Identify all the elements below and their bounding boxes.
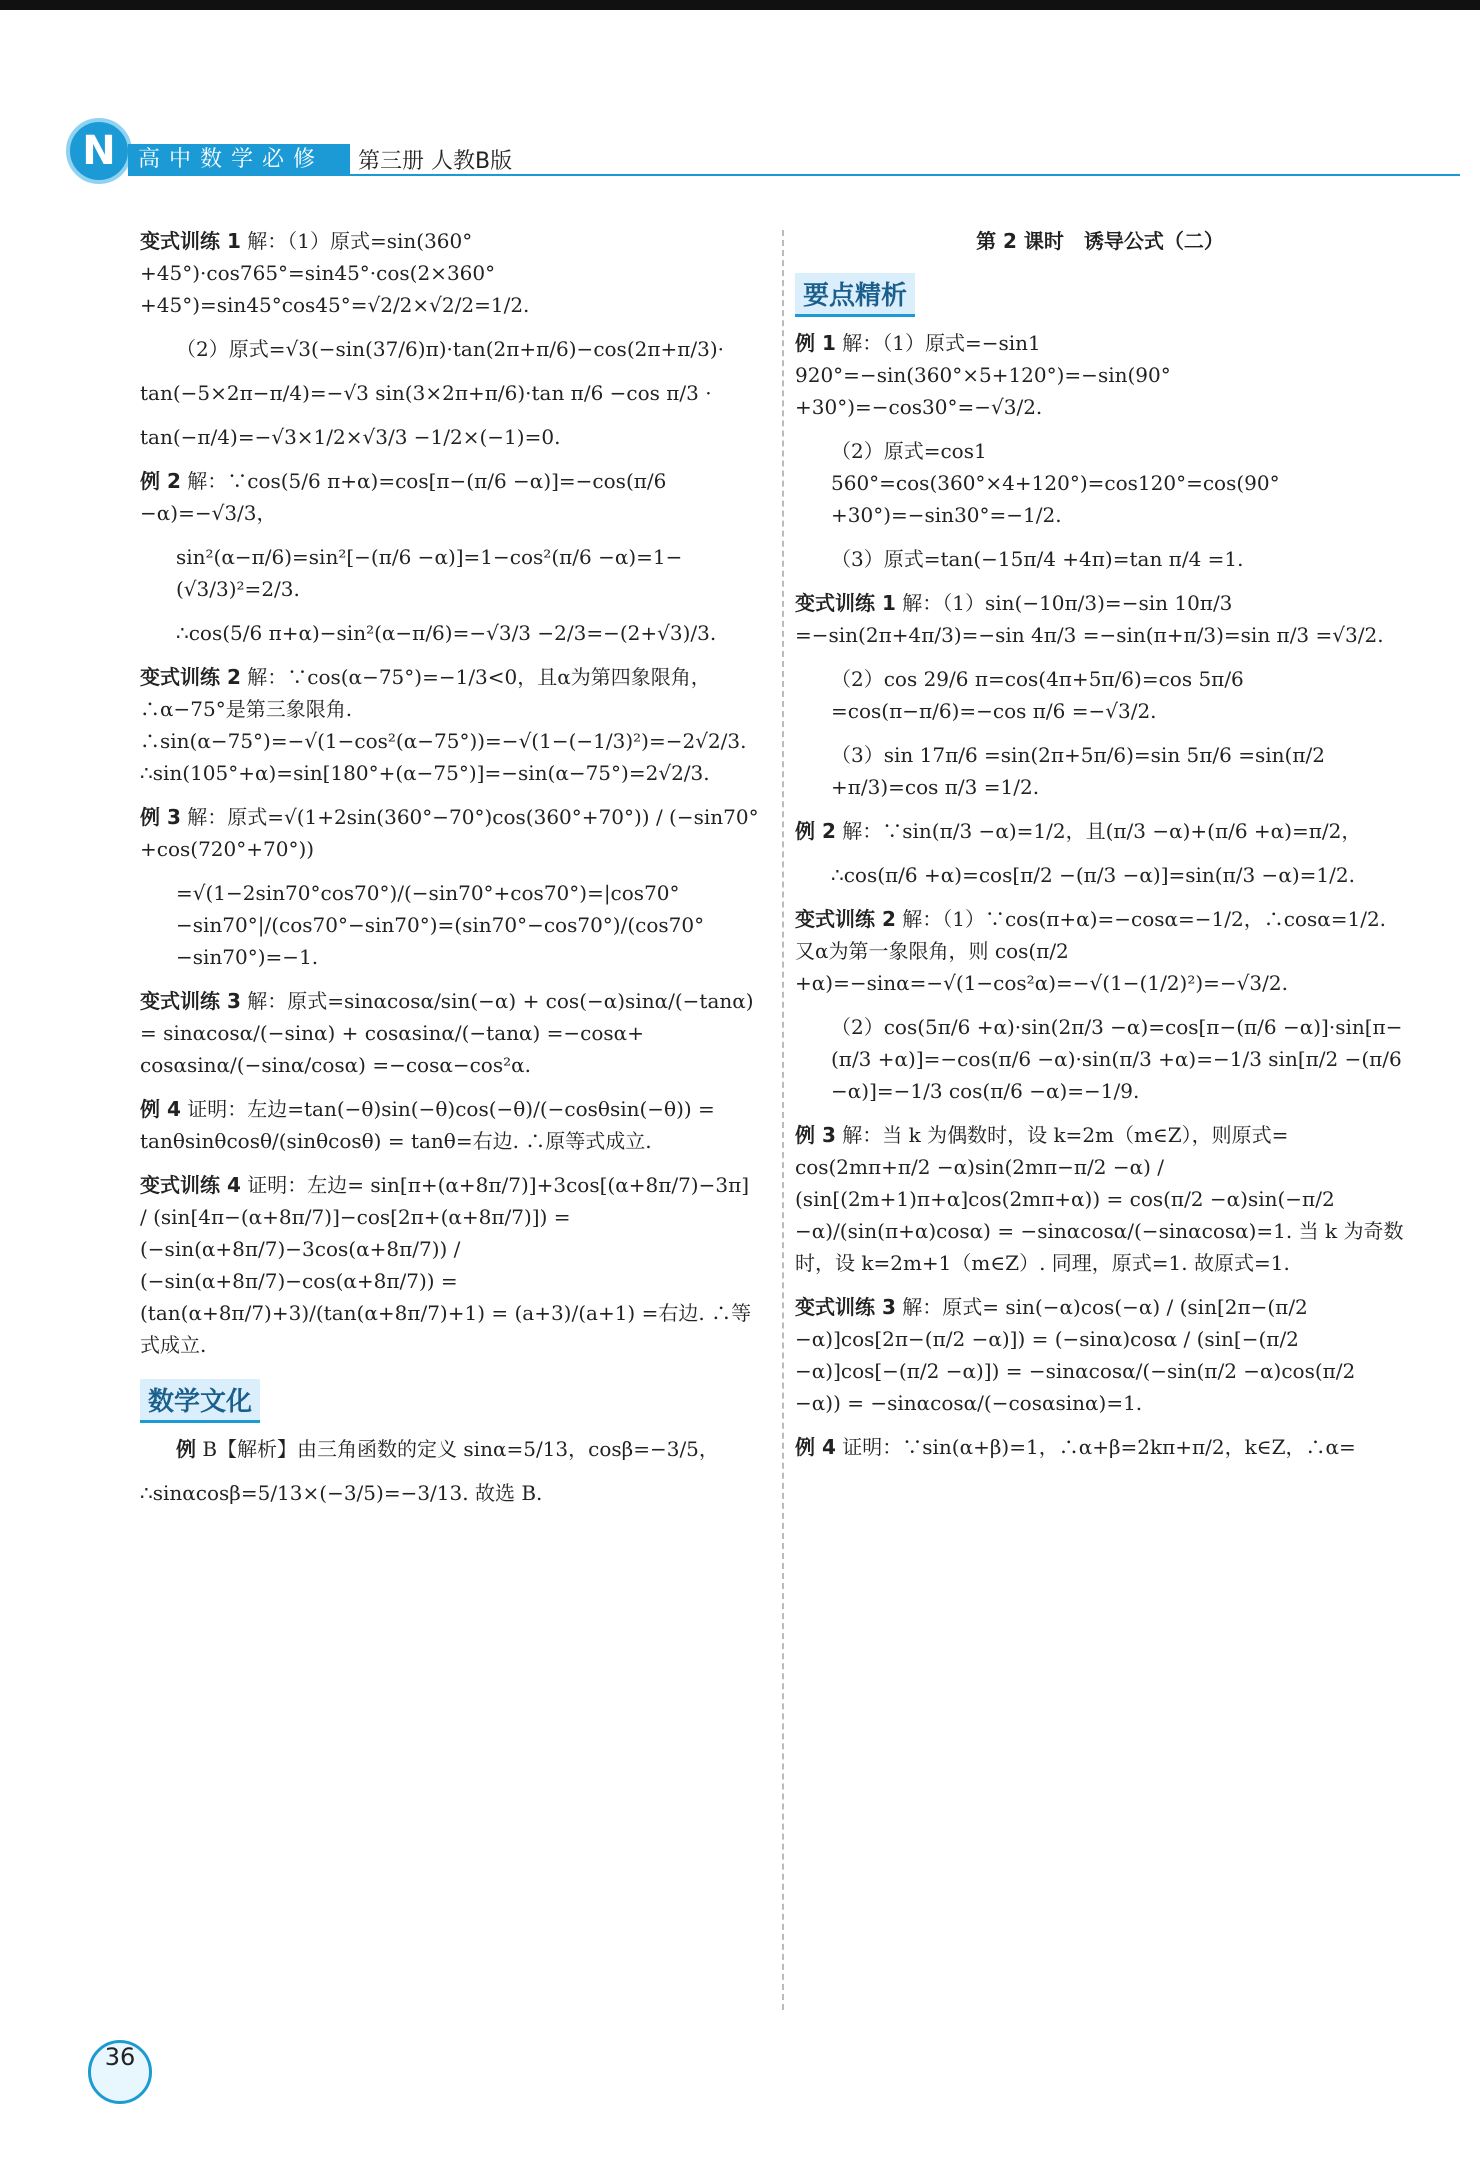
solution-text: 证明：左边= sin[π+(α+8π/7)]+3cos[(α+8π/7)−3π] / (sin[4π−(α+8π/7)]−cos[2π+(α+8π/7)]) = (−sin(α+8π/7)−3cos(α+8π/7)) / (−sin(α+8π/7)−cos(α+8π/7)) = (tan(α+8π/7)+3)/(tan(α+8π/7)+1) = (a+3)/(a+1) =右边. ∴等式成立. xyxy=(140,1173,752,1357)
solution-line xyxy=(795,859,1405,891)
solution-line xyxy=(795,587,1405,651)
solution-text: sin²(α−π/6)=sin²[−(π/6 −α)]=1−cos²(π/6 −α)=1−(√3/3)²=2/3. xyxy=(176,545,683,601)
solution-text: （2）cos 29/6 π=cos(4π+5π/6)=cos 5π/6 =cos(π−π/6)=−cos π/6 =−√3/2. xyxy=(831,667,1244,723)
solution-line xyxy=(140,1433,760,1465)
solution-text: 解：∵cos(α−75°)=−1/3<0，且α为第四象限角，∴α−75°是第三象限角. ∴sin(α−75°)=−√(1−cos²(α−75°))=−√(1−(−1/3)²)=−2√2/3. ∴sin(105°+α)=sin[180°+(α−75°)]=−sin(α−75°)=2√2/3. xyxy=(140,665,747,785)
solution-text: B【解析】由三角函数的定义 sinα=5/13，cosβ=−3/5， xyxy=(202,1437,719,1461)
solution-line xyxy=(795,1119,1405,1279)
solution-text: （3）原式=tan(−15π/4 +4π)=tan π/4 =1. xyxy=(831,547,1244,571)
solution-line xyxy=(795,1431,1405,1463)
exercise-label: 例 3 xyxy=(795,1123,836,1147)
solution-line xyxy=(140,377,760,409)
solution-text: 解：原式=√(1+2sin(360°−70°)cos(360°+70°)) / (−sin70°+cos(720°+70°)) xyxy=(140,805,759,861)
exercise-label: 变式训练 2 xyxy=(140,665,241,689)
solution-text: 解：∵cos(5/6 π+α)=cos[π−(π/6 −α)]=−cos(π/6 −α)=−√3/3， xyxy=(140,469,667,525)
solution-line xyxy=(795,435,1405,531)
solution-text: 证明：左边=tan(−θ)sin(−θ)cos(−θ)/(−cosθsin(−θ)) = tanθsinθcosθ/(sinθcosθ) = tanθ=右边. ∴原等式成立. xyxy=(140,1097,715,1153)
solution-text: tan(−5×2π−π/4)=−√3 sin(3×2π+π/6)·tan π/6 −cos π/3 · xyxy=(140,381,712,405)
exercise-label: 例 4 xyxy=(795,1435,836,1459)
exercise-label: 变式训练 1 xyxy=(140,229,241,253)
solution-line xyxy=(795,663,1405,727)
exercise-label: 例 4 xyxy=(140,1097,181,1121)
solution-line xyxy=(140,985,760,1081)
volume-title: 第三册 人教B版 xyxy=(358,149,513,174)
column-divider xyxy=(782,230,784,2010)
solution-line xyxy=(140,465,760,529)
solution-text: （3）sin 17π/6 =sin(2π+5π/6)=sin 5π/6 =sin(π/2 +π/3)=cos π/3 =1/2. xyxy=(831,743,1325,799)
solution-line xyxy=(140,1169,760,1361)
solution-text: 解：原式=sinαcosα/sin(−α) + cos(−α)sinα/(−tanα) = sinαcosα/(−sinα) + cosαsinα/(−tanα) =−cosα+ cosαsinα/(−sinα/cosα) =−cosα−cos²α. xyxy=(140,989,754,1077)
solution-line xyxy=(140,617,760,649)
solution-line xyxy=(795,327,1405,423)
solution-text: （2）cos(5π/6 +α)·sin(2π/3 −α)=cos[π−(π/6 −α)]·sin[π−(π/3 +α)]=−cos(π/6 −α)·sin(π/3 +α)=−1/3 sin[π/2 −(π/6 −α)]=−1/3 cos(π/6 −α)=−1/9. xyxy=(831,1015,1403,1103)
solution-text: 解：（1）sin(−10π/3)=−sin 10π/3 =−sin(2π+4π/3)=−sin 4π/3 =−sin(π+π/3)=sin π/3 =√3/2. xyxy=(795,591,1384,647)
solution-line xyxy=(140,1093,760,1157)
solution-line xyxy=(140,877,760,973)
solution-text: 解：原式= sin(−α)cos(−α) / (sin[2π−(π/2 −α)]cos[2π−(π/2 −α)]) = (−sinα)cosα / (sin[−(π/2 −α)]cos[−(π/2 −α)]) = −sinαcosα/(−sin(π/2 −α)cos(π/2 −α)) = −sinαcosα/(−cosαsinα)=1. xyxy=(795,1295,1356,1415)
solution-text: ∴cos(5/6 π+α)−sin²(α−π/6)=−√3/3 −2/3=−(2+√3)/3. xyxy=(176,621,717,645)
solution-text: ∴cos(π/6 +α)=cos[π/2 −(π/3 −α)]=sin(π/3 −α)=1/2. xyxy=(831,863,1355,887)
solution-text: ∴sinαcosβ=5/13×(−3/5)=−3/13. 故选 B. xyxy=(140,1481,543,1505)
solution-text: 解：（1）∵cos(π+α)=−cosα=−1/2，∴cosα=1/2. 又α为第一象限角，则 cos(π/2 +α)=−sinα=−√(1−cos²α)=−√(1−(1/2)²)=−√3/2. xyxy=(795,907,1387,995)
solution-line xyxy=(795,739,1405,803)
solution-text: 解：∵sin(π/3 −α)=1/2，且(π/3 −α)+(π/6 +α)=π/2， xyxy=(842,819,1362,843)
brand-logo: N xyxy=(66,118,132,184)
lesson-title: 第 2 课时 诱导公式（二） xyxy=(976,229,1224,253)
solution-line xyxy=(140,541,760,605)
right-column xyxy=(795,225,1405,1475)
solution-line xyxy=(795,815,1405,847)
exercise-label: 变式训练 4 xyxy=(140,1173,241,1197)
solution-line xyxy=(140,333,760,365)
page-header xyxy=(60,110,1460,180)
section-heading: 要点精析 xyxy=(795,273,915,317)
solution-line xyxy=(795,1011,1405,1107)
exercise-label: 例 3 xyxy=(140,805,181,829)
solution-text: 解：当 k 为偶数时，设 k=2m（m∈Z），则原式= cos(2mπ+π/2 −α)sin(2mπ−π/2 −α) / (sin[(2m+1)π+α]cos(2mπ+α)) = cos(π/2 −α)sin(−π/2 −α)/(sin(π+α)cosα) = −sinαcosα/(−sinαcosα)=1. 当 k 为奇数时，设 k=2m+1（m∈Z）. 同理，原式=1. 故原式=1. xyxy=(795,1123,1404,1275)
solution-text: 解：（1）原式=−sin1 920°=−sin(360°×5+120°)=−sin(90°+30°)=−cos30°=−√3/2. xyxy=(795,331,1171,419)
solution-line xyxy=(795,543,1405,575)
solution-line xyxy=(140,801,760,865)
section-heading: 数学文化 xyxy=(140,1379,260,1423)
exercise-label: 例 2 xyxy=(140,469,181,493)
page-number: 36 xyxy=(88,2040,152,2104)
exercise-label: 例 1 xyxy=(795,331,836,355)
series-title: 高中数学必修 xyxy=(128,144,350,176)
solution-text: （2）原式=√3(−sin(37/6)π)·tan(2π+π/6)−cos(2π+π/3)· xyxy=(176,337,725,361)
solution-text: （2）原式=cos1 560°=cos(360°×4+120°)=cos120°=cos(90°+30°)=−sin30°=−1/2. xyxy=(831,439,1280,527)
solution-line xyxy=(140,421,760,453)
solution-text: 证明：∵sin(α+β)=1，∴α+β=2kπ+π/2，k∈Z，∴α= xyxy=(842,1435,1356,1459)
exercise-label: 变式训练 2 xyxy=(795,907,896,931)
solution-text: 解：（1）原式=sin(360°+45°)·cos765°=sin45°·cos(2×360°+45°)=sin45°cos45°=√2/2×√2/2=1/2. xyxy=(140,229,530,317)
left-column xyxy=(140,225,760,1521)
exercise-label: 例 2 xyxy=(795,819,836,843)
solution-line xyxy=(140,661,760,789)
exercise-label: 变式训练 3 xyxy=(140,989,241,1013)
solution-line xyxy=(140,1477,760,1509)
exercise-label: 例 xyxy=(176,1437,196,1461)
header-rule xyxy=(350,174,1460,176)
solution-line xyxy=(795,903,1405,999)
solution-text: =√(1−2sin70°cos70°)/(−sin70°+cos70°)=|cos70°−sin70°|/(cos70°−sin70°)=(sin70°−cos70°)/(cos70°−sin70°)=−1. xyxy=(176,881,705,969)
top-border xyxy=(0,0,1480,10)
solution-text: tan(−π/4)=−√3×1/2×√3/3 −1/2×(−1)=0. xyxy=(140,425,561,449)
exercise-label: 变式训练 1 xyxy=(795,591,896,615)
solution-line xyxy=(795,1291,1405,1419)
exercise-label: 变式训练 3 xyxy=(795,1295,896,1319)
solution-line xyxy=(140,225,760,321)
